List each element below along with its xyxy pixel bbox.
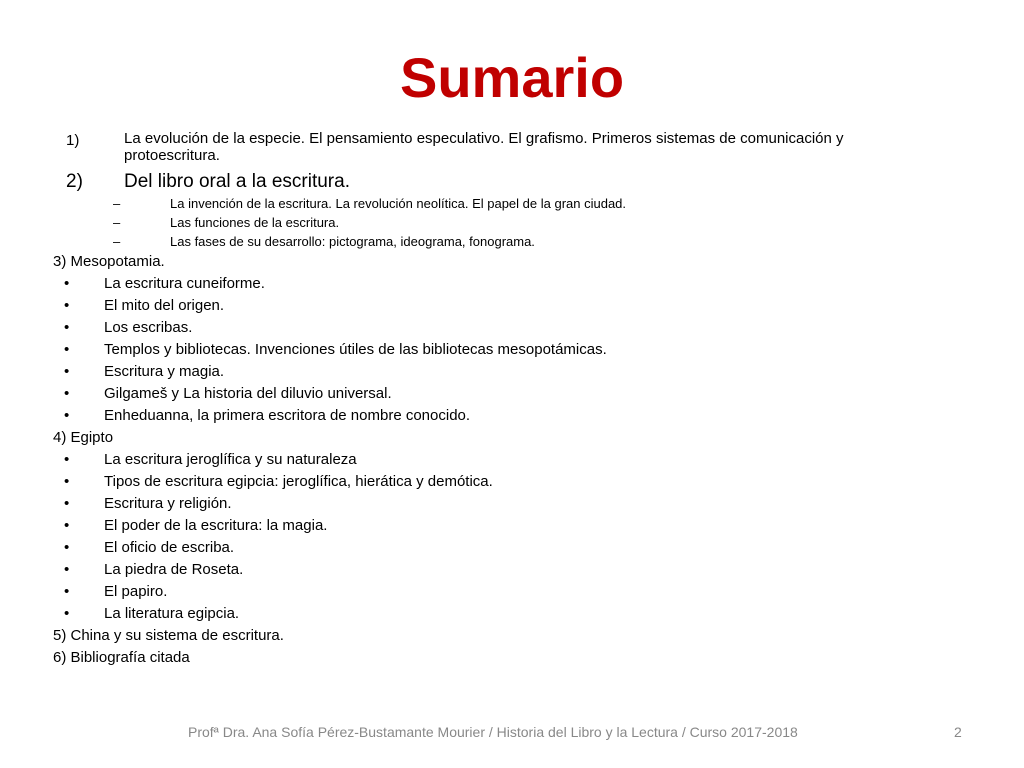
bullet-marker: • — [64, 473, 70, 490]
dash-marker: – — [113, 196, 121, 211]
bullet-text: La escritura jeroglífica y su naturaleza — [104, 451, 357, 468]
list-item-2 — [0, 170, 1024, 194]
bullet-item — [0, 471, 1024, 493]
bullet-marker: • — [64, 385, 70, 402]
sub-item-text: La invención de la escritura. La revolución neolítica. El papel de la gran ciudad. — [170, 196, 627, 211]
sub-item-text: Las fases de su desarrollo: pictograma, ideograma, fonograma. — [170, 234, 535, 249]
section-heading-6: 6) Bibliografía citada — [53, 649, 190, 666]
bullet-item — [0, 493, 1024, 515]
sub-item — [0, 232, 1024, 251]
bullet-text: El oficio de escriba. — [104, 539, 235, 556]
bullet-item — [0, 295, 1024, 317]
bullet-item — [0, 361, 1024, 383]
bullet-text: El poder de la escritura: la magia. — [104, 517, 328, 534]
item-text: Del libro oral a la escritura. — [124, 171, 350, 192]
bullet-text: Tipos de escritura egipcia: jeroglífica, hierática y demótica. — [104, 473, 493, 490]
bullet-text: La literatura egipcia. — [104, 605, 240, 622]
bullet-item — [0, 449, 1024, 471]
bullet-marker: • — [64, 407, 70, 424]
bullet-marker: • — [64, 275, 70, 292]
bullet-text: Gilgameš y La historia del diluvio universal. — [104, 385, 392, 402]
summary-list — [0, 130, 1024, 669]
dash-marker: – — [113, 215, 121, 230]
bullet-text: El mito del origen. — [104, 297, 225, 314]
bullet-text: La escritura cuneiforme. — [104, 275, 265, 292]
footer-credit: Profª Dra. Ana Sofía Pérez-Bustamante Mourier / Historia del Libro y la Lectura / Curso 2017-2018 — [188, 724, 798, 740]
bullet-text: Templos y bibliotecas. Invenciones útiles de las bibliotecas mesopotámicas. — [104, 341, 607, 358]
sub-item — [0, 194, 1024, 213]
bullet-text: El papiro. — [104, 583, 168, 600]
section-heading-3: 3) Mesopotamia. — [53, 253, 165, 270]
item-number: 2) — [66, 171, 83, 192]
page-number: 2 — [954, 724, 962, 740]
bullet-marker: • — [64, 495, 70, 512]
slide-title: Sumario — [399, 46, 625, 109]
dash-marker: – — [113, 234, 121, 249]
sub-item-text: Las funciones de la escritura. — [170, 215, 340, 230]
bullet-item — [0, 339, 1024, 361]
bullet-item — [0, 383, 1024, 405]
bullet-text: La piedra de Roseta. — [104, 561, 244, 578]
sub-item — [0, 213, 1024, 232]
bullet-item — [0, 405, 1024, 427]
bullet-marker: • — [64, 539, 70, 556]
section-heading-4: 4) Egipto — [53, 429, 114, 446]
bullet-marker: • — [64, 583, 70, 600]
bullet-text: Escritura y magia. — [104, 363, 225, 380]
bullet-item — [0, 603, 1024, 625]
bullet-text: Los escribas. — [104, 319, 193, 336]
bullet-item — [0, 273, 1024, 295]
bullet-item — [0, 515, 1024, 537]
bullet-marker: • — [64, 561, 70, 578]
bullet-marker: • — [64, 605, 70, 622]
bullet-item — [0, 537, 1024, 559]
bullet-marker: • — [64, 297, 70, 314]
bullet-item — [0, 317, 1024, 339]
bullet-marker: • — [64, 451, 70, 468]
list-item-1 — [0, 130, 1024, 164]
bullet-marker: • — [64, 363, 70, 380]
section-heading-5: 5) China y su sistema de escritura. — [53, 627, 284, 644]
bullet-marker: • — [64, 517, 70, 534]
item-text: La evolución de la especie. El pensamiento especulativo. El grafismo. Primeros sistemas de comunicación y protoescritura. — [124, 130, 844, 164]
bullet-marker: • — [64, 319, 70, 336]
bullet-item — [0, 559, 1024, 581]
bullet-text: Enheduanna, la primera escritora de nombre conocido. — [104, 407, 471, 424]
bullet-text: Escritura y religión. — [104, 495, 232, 512]
bullet-item — [0, 581, 1024, 603]
bullet-marker: • — [64, 341, 70, 358]
item-number: 1) — [66, 132, 80, 149]
